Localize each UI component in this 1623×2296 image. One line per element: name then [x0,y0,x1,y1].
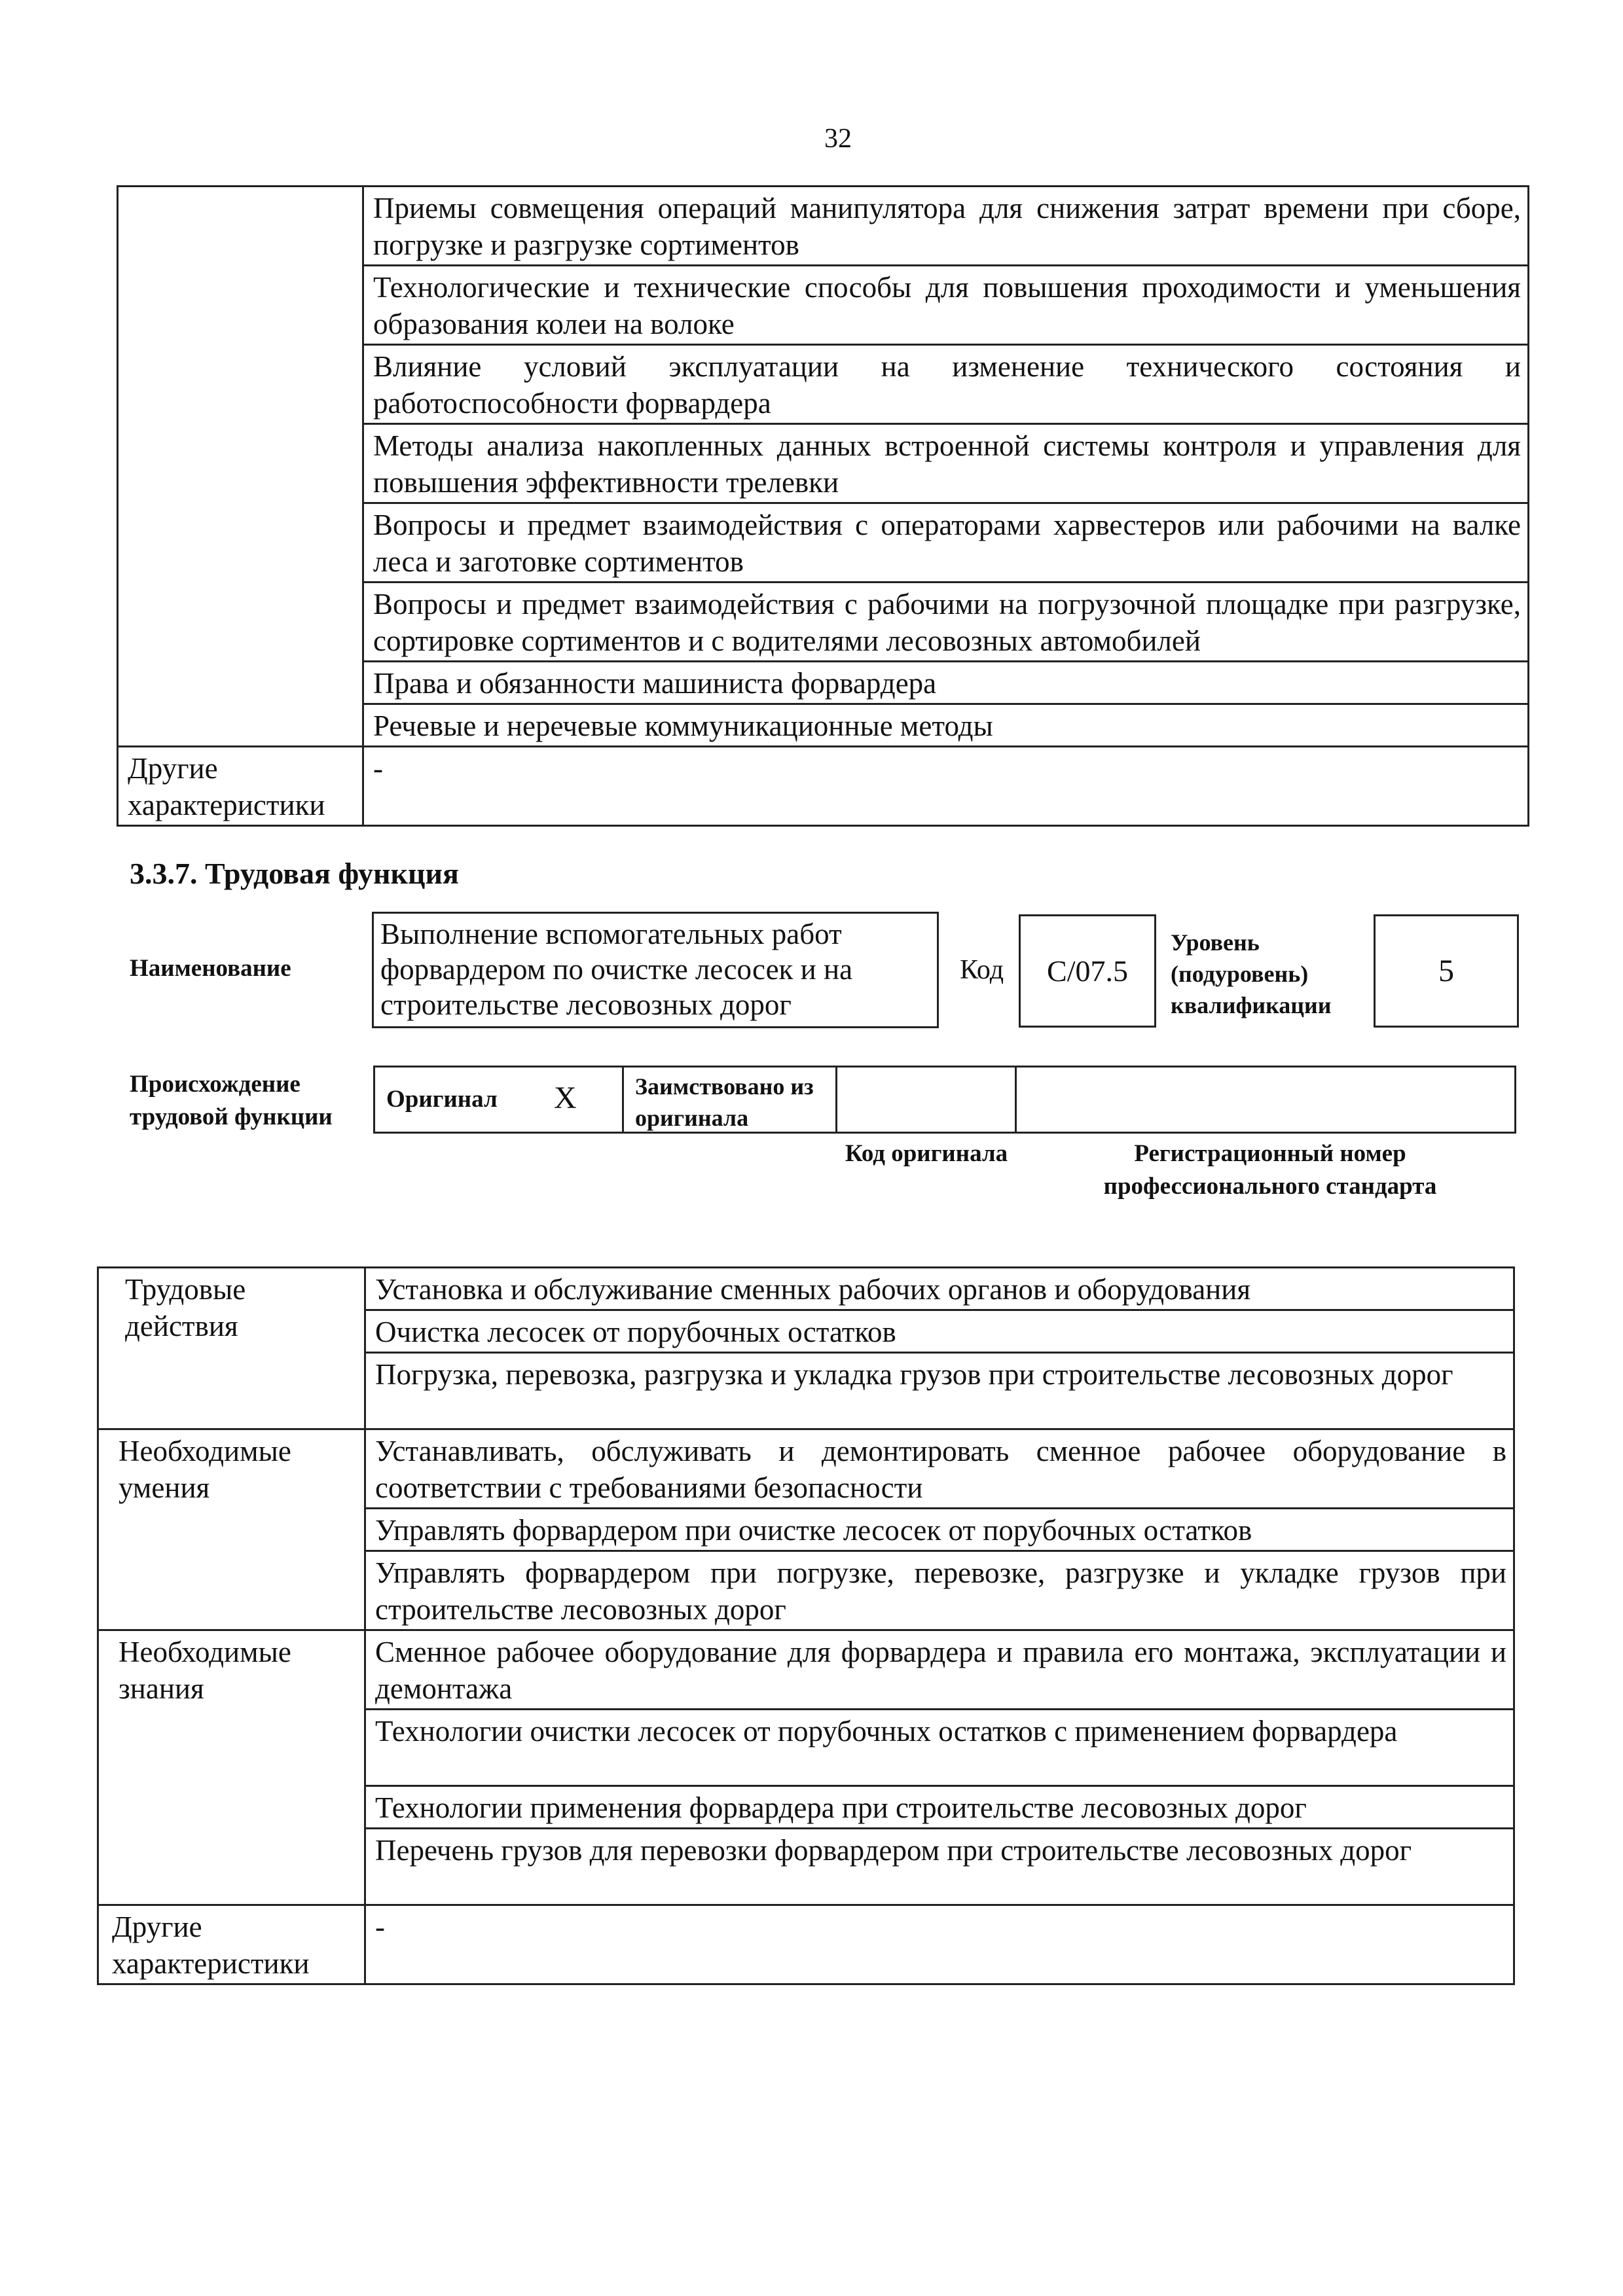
code-value: С/07.5 [1047,954,1128,988]
table-cell: Права и обязанности машиниста форвардера [363,662,1529,704]
row-label: Другие характеристики [118,747,363,826]
level-box [1374,914,1519,1028]
table-row [98,1630,1514,1710]
function-table [97,1266,1515,1985]
table-cell: Сменное рабочее оборудование для форвардера и правила его монтажа, эксплуатации и демонтажа [365,1630,1514,1710]
table-row [118,747,1529,826]
section-title: 3.3.7. Трудовая функция [130,857,459,890]
table-cell: Речевые и неречевые коммуникационные методы [363,704,1529,747]
table-cell: Технологии очистки лесосек от порубочных остатков с применением форвардера [365,1710,1514,1786]
function-name-value: Выполнение вспомогательных работ форвардером по очистке лесосек и на строительстве лесовозных дорог [380,918,853,1021]
table-cell: Перечень грузов для перевозки форвардером при строительстве лесовозных дорог [365,1829,1514,1905]
code-original-label: Код оригинала [845,1140,1008,1167]
borrowed-label: Заимствовано из оригинала [635,1073,814,1131]
table-row [118,187,1529,266]
row-label-actions: Трудовые действия [98,1268,365,1429]
table-cell: - [363,747,1529,826]
table-cell: Очистка лесосек от порубочных остатков [365,1310,1514,1353]
origin-label: Происхождение трудовой функции [130,1071,333,1130]
table-cell: Управлять форвардером при очистке лесосек от порубочных остатков [365,1509,1514,1551]
table-cell: Приемы совмещения операций манипулятора для снижения затрат времени при сборе, погрузке и разгрузке сортиментов [363,187,1529,266]
page-number: 32 [824,124,852,154]
code-box [1019,914,1156,1028]
table-row [98,1905,1514,1984]
table-cell: Устанавливать, обслуживать и демонтировать сменное рабочее оборудование в соответствии с требованиями безопасности [365,1429,1514,1509]
original-label: Оригинал [386,1086,498,1113]
table-cell: Установка и обслуживание сменных рабочих органов и оборудования [365,1268,1514,1310]
table-row [98,1268,1514,1310]
table-cell: Управлять форвардером при погрузке, перевозке, разгрузке и укладке грузов при строительстве лесовозных дорог [365,1551,1514,1630]
level-value: 5 [1438,954,1454,988]
origin-divider-1 [622,1066,624,1134]
empty-label-cell [118,187,363,747]
table-cell: Погрузка, перевозка, разгрузка и укладка грузов при строительстве лесовозных дорог [365,1353,1514,1429]
origin-divider-2 [835,1066,837,1134]
table-cell: Влияние условий эксплуатации на изменение технического состояния и работоспособности форвардера [363,345,1529,424]
table-cell: Технологии применения форвардера при строительстве лесовозных дорог [365,1786,1514,1829]
knowledge-table-continued [117,185,1529,827]
name-label: Наименование [130,955,291,982]
origin-divider-3 [1015,1066,1017,1134]
function-name-box [372,912,939,1028]
row-label-other: Другие характеристики [98,1905,365,1984]
original-mark: X [554,1081,577,1115]
table-cell: Вопросы и предмет взаимодействия с операторами харвестеров или рабочими на валке леса и заготовке сортиментов [363,503,1529,583]
level-label: Уровень (подуровень) квалификации [1171,929,1332,1018]
table-cell: Технологические и технические способы для повышения проходимости и уменьшения образования колеи на волоке [363,266,1529,345]
code-label: Код [960,955,1004,985]
origin-row [373,1066,1516,1134]
table-cell: Вопросы и предмет взаимодействия с рабочими на погрузочной площадке при разгрузке, сортировке сортиментов и с водителями лесовозных автомобилей [363,583,1529,662]
registration-number-label: Регистрационный номер профессионального стандарта [1103,1140,1437,1200]
table-row [98,1429,1514,1509]
table-cell: - [365,1905,1514,1984]
row-label-skills: Необходимые умения [98,1429,365,1630]
row-label-knowledge: Необходимые знания [98,1630,365,1905]
table-cell: Методы анализа накопленных данных встроенной системы контроля и управления для повышения эффективности трелевки [363,424,1529,503]
